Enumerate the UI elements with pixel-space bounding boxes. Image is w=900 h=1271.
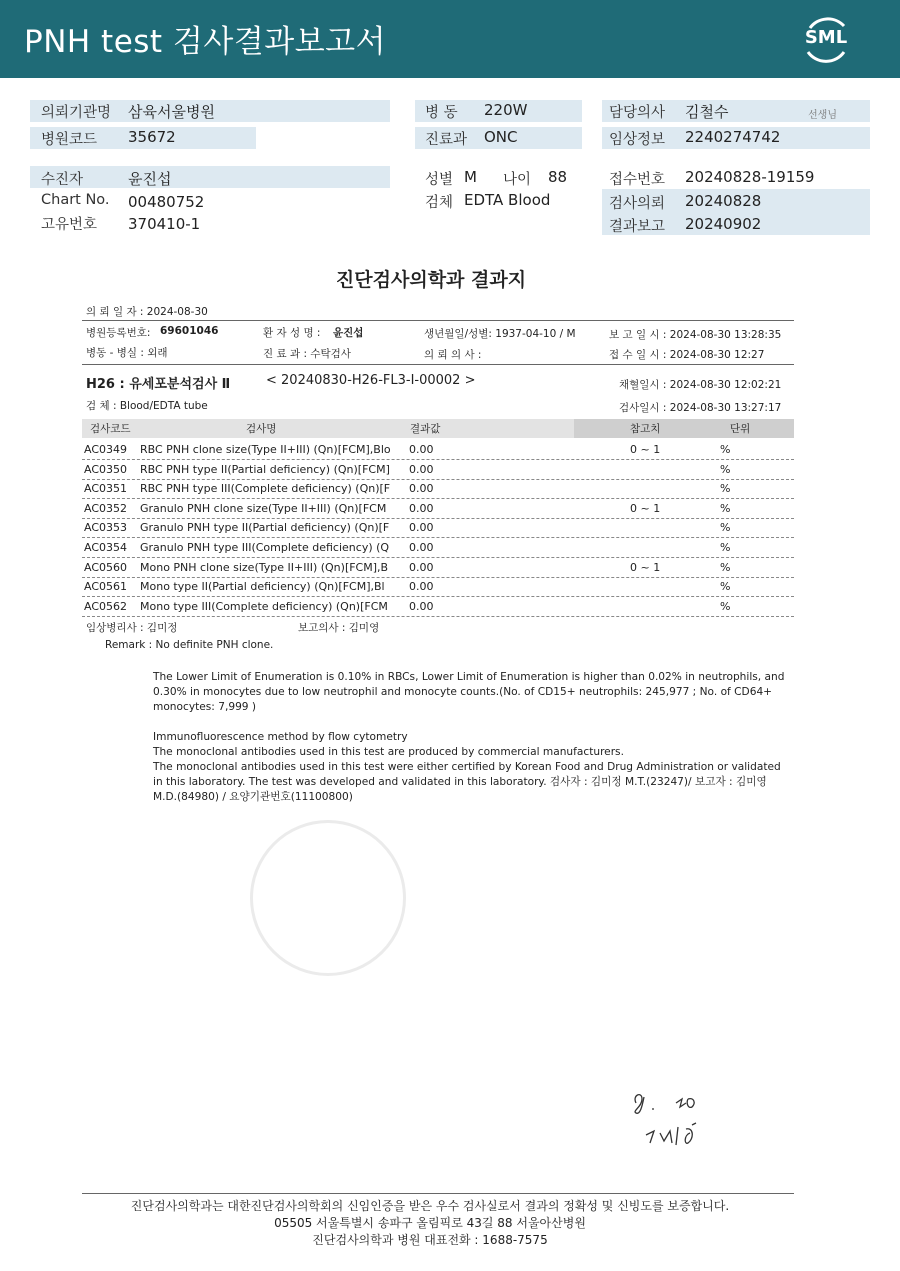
col-name: 검사명 <box>246 423 277 435</box>
cell-code: AC0560 <box>84 560 128 574</box>
unique-label: 고유번호 <box>41 217 98 233</box>
cell-result: 0.00 <box>409 521 434 535</box>
cell-unit: % <box>720 443 731 456</box>
test-id: < 20240830-H26-FL3-I-00002 > <box>266 373 476 388</box>
specimen-label: 검체 <box>425 195 454 211</box>
divider <box>82 320 794 321</box>
dept-value: ONC <box>484 128 518 146</box>
cell-ref: 0 ~ 1 <box>630 560 661 574</box>
sex-label: 성별 <box>425 172 454 188</box>
table-row <box>0 480 900 499</box>
ward-value: 220W <box>484 101 528 119</box>
col-code: 검사코드 <box>90 423 131 435</box>
cell-name: RBC PNH type II(Partial deficiency) (Qn)[FCM] <box>140 462 390 476</box>
reg-no-label: 병원등록번호: <box>86 327 151 339</box>
receive-time: 접 수 일 시 : 2024-08-30 12:27 <box>609 349 765 361</box>
test-time: 검사일시 : 2024-08-30 13:27:17 <box>619 402 782 414</box>
cell-name: Granulo PNH type II(Partial deficiency) (Qn)[F <box>140 521 390 535</box>
cell-result: 0.00 <box>409 482 434 496</box>
table-row <box>0 539 900 558</box>
cell-code: AC0562 <box>84 599 128 613</box>
cell-result: 0.00 <box>409 560 434 574</box>
cell-code: AC0349 <box>84 443 128 456</box>
handwritten-signature <box>628 1085 738 1155</box>
reported-value: 20240902 <box>685 215 762 233</box>
pt-name-label: 환 자 성 명 : <box>263 327 321 339</box>
remark: Remark : No definite PNH clone. <box>105 639 274 651</box>
report-title: 진단검사의학과 결과지 <box>335 269 527 291</box>
cell-code: AC0351 <box>84 482 128 496</box>
dept-label: 진료과 <box>425 132 468 148</box>
cell-result: 0.00 <box>409 462 434 476</box>
cell-result: 0.00 <box>409 501 434 515</box>
req-org-value: 삼육서울병원 <box>128 103 215 121</box>
table-row <box>0 578 900 597</box>
note-validation: The monoclonal antibodies used in this test were either certified by Korean Food and Drug Administration or validated in this laboratory. The test was developed and validated in this laboratory. 검사자 : 김미정 M.T.(23247)/ 보고자 : 김미영 M.D.(84980) / 요양기관번호(11100800) <box>153 761 781 803</box>
table-row <box>0 441 900 460</box>
hosp-code-value: 35672 <box>128 128 176 146</box>
logo-text: SML <box>804 27 848 48</box>
req-date: 의 뢰 일 자 : 2024-08-30 <box>86 306 208 318</box>
ward-label: 병 동 <box>425 105 458 121</box>
cell-unit: % <box>720 521 731 535</box>
patient-value: 윤진섭 <box>128 170 172 188</box>
clinical-label: 임상정보 <box>609 132 666 148</box>
cell-unit: % <box>720 462 731 476</box>
cell-code: AC0350 <box>84 462 128 476</box>
table-row <box>0 559 900 578</box>
requested-value: 20240828 <box>685 192 762 210</box>
cell-unit: % <box>720 541 731 554</box>
req-org-label: 의뢰기관명 <box>41 105 112 121</box>
cell-unit: % <box>720 501 731 515</box>
dept-info: 진 료 과 : 수탁검사 <box>263 348 351 360</box>
cell-result: 0.00 <box>409 580 434 594</box>
page-title: PNH test 검사결과보고서 <box>24 24 387 60</box>
report-time: 보 고 일 시 : 2024-08-30 13:28:35 <box>609 329 782 341</box>
cell-name: Granulo PNH clone size(Type II+III) (Qn)[FCM <box>140 501 387 515</box>
cell-result: 0.00 <box>409 599 434 613</box>
pt-name-value: 윤진섭 <box>333 327 364 339</box>
clinical-value: 2240274742 <box>685 128 781 146</box>
cell-code: AC0561 <box>84 580 128 594</box>
footer-phone: 진단검사의학과 병원 대표전화 : 1688-7575 <box>312 1233 548 1247</box>
cell-result: 0.00 <box>409 541 434 554</box>
age-value: 88 <box>548 168 568 186</box>
draw-time: 채혈일시 : 2024-08-30 12:02:21 <box>619 379 782 391</box>
cell-ref: 0 ~ 1 <box>630 443 661 456</box>
cell-unit: % <box>720 560 731 574</box>
note-enumeration: The Lower Limit of Enumeration is 0.10% in RBCs, Lower Limit of Enumeration is higher than 0.02% in neutrophils, and 0.30% in monocytes due to low neutrophil and monocyte counts.(No. of CD15+ neutrophils: 245,977 ; No. of CD64+ monocytes: 7,999 ) <box>153 671 785 713</box>
note-method: Immunofluorescence method by flow cytometry <box>153 731 408 743</box>
table-row <box>0 598 900 617</box>
reg-no-value: 69601046 <box>160 325 219 337</box>
age-label: 나이 <box>503 172 532 188</box>
cell-name: Mono PNH clone size(Type II+III) (Qn)[FCM],B <box>140 560 389 574</box>
cell-name: Mono type II(Partial deficiency) (Qn)[FCM],Bl <box>140 580 385 594</box>
divider <box>82 364 794 365</box>
hosp-code-label: 병원코드 <box>41 132 98 148</box>
sex-value: M <box>464 168 477 186</box>
watermark-seal <box>250 820 406 976</box>
cell-unit: % <box>720 580 731 594</box>
patient-label: 수진자 <box>41 172 84 188</box>
note-antibody: The monoclonal antibodies used in this test are produced by commercial manufacturers. <box>153 746 624 758</box>
col-result: 결과값 <box>410 423 441 435</box>
clinician: 임상병리사 : 김미정 <box>86 622 178 634</box>
footer-divider <box>82 1193 794 1194</box>
specimen-info: 검 체 : Blood/EDTA tube <box>86 400 208 412</box>
requested-label: 검사의뢰 <box>609 196 666 212</box>
table-row <box>0 461 900 480</box>
cell-code: AC0354 <box>84 541 128 554</box>
col-unit: 단위 <box>730 423 751 435</box>
cell-name: RBC PNH clone size(Type II+III) (Qn)[FCM],Blo <box>140 443 391 456</box>
cell-result: 0.00 <box>409 443 434 456</box>
cell-unit: % <box>720 599 731 613</box>
chart-label: Chart No. <box>41 192 110 208</box>
cell-unit: % <box>720 482 731 496</box>
col-ref: 참고치 <box>630 423 661 435</box>
row-divider <box>82 616 794 617</box>
footer-certification: 진단검사의학과는 대한진단검사의학회의 신임인증을 받은 우수 검사실로서 결과의 정확성 및 신빙도를 보증합니다. <box>130 1199 730 1213</box>
doctor-suffix: 선생님 <box>808 110 837 121</box>
table-row <box>0 519 900 538</box>
birth-info: 생년월일/성별: 1937-04-10 / M <box>424 328 576 340</box>
doctor-value: 김철수 <box>685 103 729 121</box>
receipt-value: 20240828-19159 <box>685 168 815 186</box>
cell-name: Granulo PNH type III(Complete deficiency) (Q <box>140 541 390 554</box>
patient-box <box>30 166 390 188</box>
test-title: H26 : 유세포분석검사 Ⅱ <box>86 377 231 392</box>
cell-ref: 0 ~ 1 <box>630 501 661 515</box>
cell-name: RBC PNH type III(Complete deficiency) (Qn)[F <box>140 482 391 496</box>
chart-value: 00480752 <box>128 193 205 211</box>
table-row <box>0 500 900 519</box>
cell-code: AC0353 <box>84 521 128 535</box>
receipt-label: 접수번호 <box>609 172 666 188</box>
cell-name: Mono type III(Complete deficiency) (Qn)[FCM <box>140 599 388 613</box>
report-doctor: 보고의사 : 김미영 <box>298 622 380 634</box>
ward-info: 병동 - 병실 : 외래 <box>86 347 168 359</box>
reported-label: 결과보고 <box>609 219 666 235</box>
specimen-value: EDTA Blood <box>464 191 551 209</box>
req-doctor: 의 뢰 의 사 : <box>424 349 482 361</box>
unique-value: 370410-1 <box>128 215 201 233</box>
doctor-label: 담당의사 <box>609 105 666 121</box>
table-header-bg-ref <box>574 419 794 438</box>
footer-address: 05505 서울특별시 송파구 올림픽로 43길 88 서울아산병원 <box>274 1216 586 1230</box>
cell-code: AC0352 <box>84 501 128 515</box>
